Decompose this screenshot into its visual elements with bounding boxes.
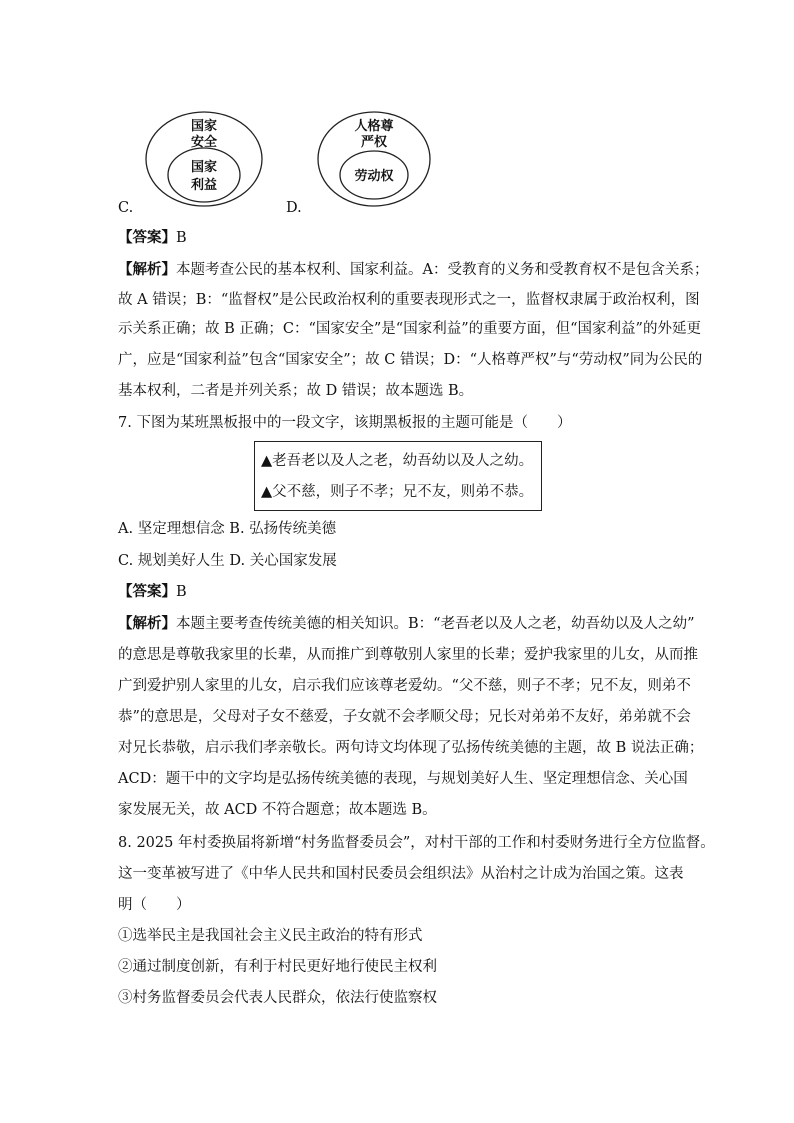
- q8-stem-line-1: 8. 2025 年村委换届将新增“村务监督委员会”，对村干部的工作和村委财务进行全方位监督。: [118, 835, 715, 851]
- q7-options-row-2: C. 规划美好人生 D. 关心国家发展: [118, 553, 337, 569]
- diagram-c-inner-label-1: 国家: [190, 160, 218, 175]
- q7-analysis-tag: 【解析】: [118, 615, 176, 632]
- q8-stem-line-2: 这一变革被写进了《中华人民共和国村民委员会组织法》从治村之计成为治国之策。这表: [118, 866, 684, 882]
- diagram-c-inner-circle: [168, 148, 240, 202]
- q7-quote-box: [254, 441, 542, 511]
- q7-stem: 7. 下图为某班黑板报中的一段文字，该期黑板报的主题可能是（ ）: [118, 415, 572, 431]
- q8-stem-line-3: 明（ ）: [118, 897, 191, 913]
- diagram-c-outer-label-1: 国家: [190, 119, 218, 134]
- diagram-c: [140, 108, 270, 212]
- q6-analysis-line-1: [118, 260, 708, 280]
- q7-answer-value: B: [176, 584, 187, 600]
- q7-analysis-line-7: 家发展无关，故 ACD 不符合题意；故本题选 B。: [118, 802, 437, 818]
- q6-analysis-tag: 【解析】: [118, 261, 176, 278]
- q6-answer-value: B: [176, 230, 187, 246]
- diagram-c-inner-label-2: 利益: [190, 178, 218, 193]
- q6-analysis-text-1: 本题考查公民的基本权利、国家利益。A：受教育的义务和受教育权不是包含关系；: [176, 262, 709, 278]
- q7-options-row-1: A. 坚定理想信念 B. 弘扬传统美德: [118, 521, 337, 537]
- q8-option-3: ③村务监督委员会代表人民群众，依法行使监察权: [118, 990, 437, 1006]
- diagram-d-outer-label-1: 人格尊: [354, 119, 394, 134]
- q7-analysis-line-3: 广到爱护别人家里的儿女，启示我们应该尊老爱幼。“父不慈，则子不孝；兄不友，则弟不: [118, 678, 691, 694]
- q6-answer-tag: 【答案】: [118, 229, 176, 246]
- diagram-d-outer-label-2: 严权: [360, 135, 388, 150]
- q6-analysis-line-2: 故 A 错误；B：“监督权”是公民政治权利的重要表现形式之一，监督权隶属于政治权利，图: [118, 292, 700, 308]
- diagram-c-outer-label-2: 安全: [190, 135, 218, 150]
- q7-quote-line-1: ▲老吾老以及人之老，幼吾幼以及人之幼。: [261, 453, 534, 469]
- q7-quote-line-2: ▲父不慈，则子不孝；兄不友，则弟不恭。: [261, 484, 534, 500]
- q6-analysis-line-5: 基本权利，二者是并列关系；故 D 错误；故本题选 B。: [118, 383, 474, 399]
- diagram-d: [314, 108, 438, 212]
- q7-analysis-line-1: [118, 614, 694, 634]
- q7-answer-tag: 【答案】: [118, 583, 176, 600]
- q8-option-2: ②通过制度创新，有利于村民更好地行使民主权利: [118, 959, 437, 975]
- q6-answer: [118, 228, 187, 248]
- q7-analysis-text-1: 本题主要考查传统美德的相关知识。B：“老吾老以及人之老，幼吾幼以及人之幼”: [176, 616, 695, 632]
- q7-analysis-line-6: ACD：题干中的文字均是弘扬传统美德的表现，与规划美好人生、坚定理想信念、关心国: [118, 771, 688, 787]
- q6-analysis-line-4: 广，应是“国家利益”包含“国家安全”；故 C 错误；D：“人格尊严权”与“劳动权”同为公民的: [118, 352, 703, 368]
- option-d-letter: D.: [286, 200, 302, 216]
- q8-option-1: ①选举民主是我国社会主义民主政治的特有形式: [118, 928, 423, 944]
- q7-analysis-line-4: 恭”的意思是，父母对子女不慈爱，子女就不会孝顺父母；兄长对弟弟不友好，弟弟就不会: [118, 709, 691, 725]
- option-c-letter: C.: [118, 200, 134, 216]
- diagram-d-inner-label: 劳动权: [354, 169, 394, 184]
- q7-analysis-line-5: 对兄长恭敬，启示我们孝亲敬长。两句诗文均体现了弘扬传统美德的主题，故 B 说法正确；: [118, 740, 704, 756]
- q7-answer: [118, 582, 187, 602]
- q6-analysis-line-3: 示关系正确；故 B 正确；C：“国家安全”是“国家利益”的重要方面，但“国家利益”的外延更: [118, 321, 701, 337]
- q7-analysis-line-2: 的意思是尊敬我家里的长辈，从而推广到尊敬别人家里的长辈；爱护我家里的儿女，从而推: [118, 647, 698, 663]
